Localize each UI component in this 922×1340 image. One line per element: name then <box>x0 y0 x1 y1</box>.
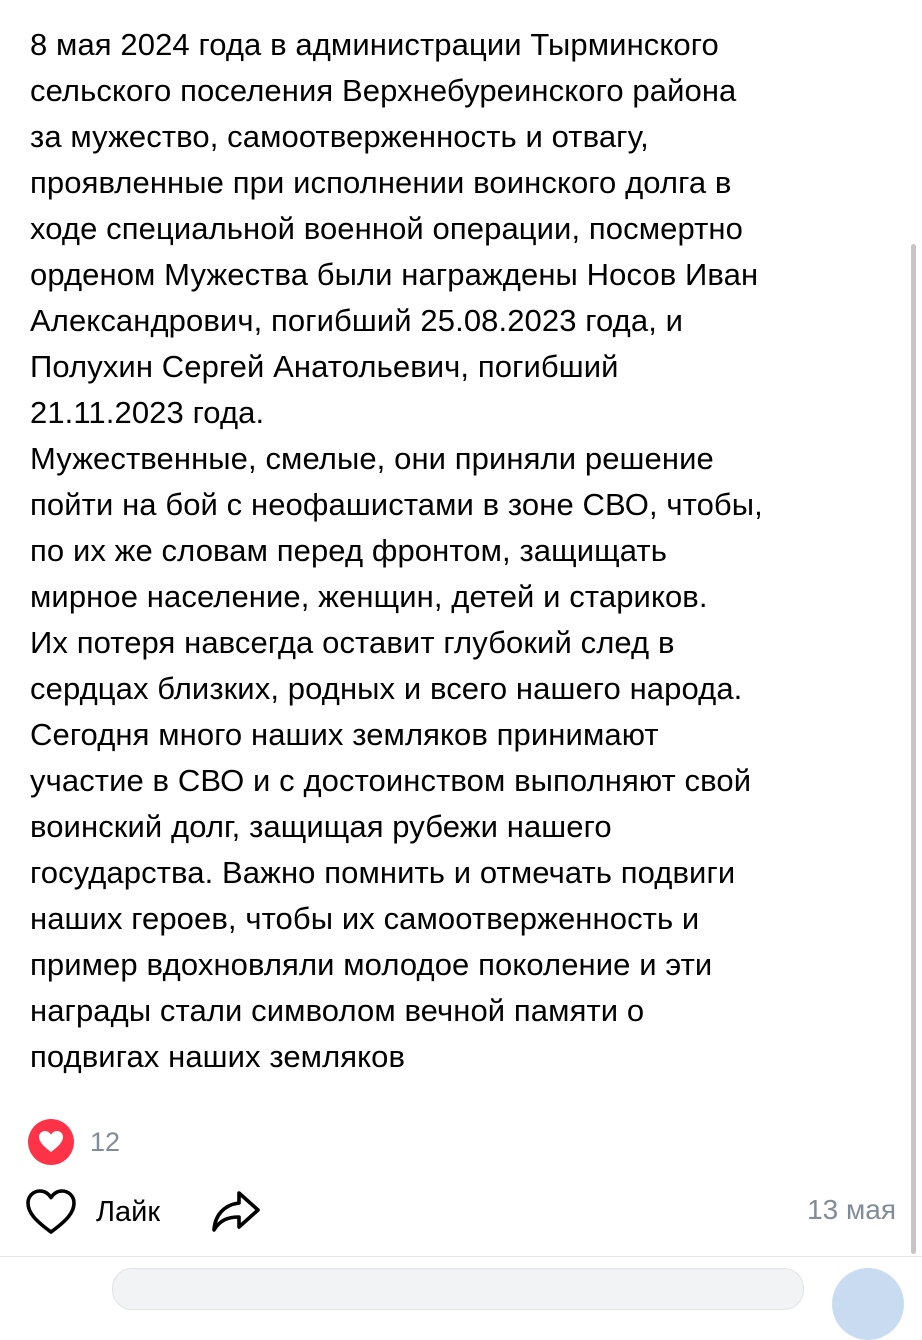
text-line: за мужество, самоотверженность и отвагу, <box>30 119 649 154</box>
like-button[interactable] <box>24 1184 160 1240</box>
comment-input[interactable] <box>112 1268 804 1310</box>
text-line: по их же словам перед фронтом, защищать <box>30 533 667 568</box>
text-line: подвигах наших земляков <box>30 1039 406 1074</box>
text-line: мирное население, женщин, детей и стариков. <box>30 579 708 614</box>
share-button[interactable] <box>210 1186 262 1238</box>
post-paragraph <box>30 22 910 436</box>
text-line: Мужественные, смелые, они приняли решение <box>30 441 714 476</box>
text-line: награды стали символом вечной памяти о <box>30 993 645 1028</box>
post-paragraph <box>30 436 910 1080</box>
share-arrow-icon <box>210 1189 262 1235</box>
text-line: Полухин Сергей Анатольевич, погибший <box>30 349 619 384</box>
heart-icon <box>28 1119 74 1165</box>
text-line: наших героев, чтобы их самоотверженность и <box>30 901 700 936</box>
reactions-summary[interactable] <box>28 1118 120 1166</box>
text-line: Александрович, погибший 25.08.2023 года, и <box>30 303 684 338</box>
divider <box>0 1256 922 1257</box>
text-line: сердцах близких, родных и всего нашего народа. <box>30 671 743 706</box>
reaction-count: 12 <box>90 1126 121 1157</box>
text-line: орденом Мужества были награждены Носов Иван <box>30 257 759 292</box>
text-line: ходе специальной военной операции, посмертно <box>30 211 743 246</box>
text-line: Сегодня много наших земляков принимают <box>30 717 659 752</box>
text-line: участие в СВО и с достоинством выполняют свой <box>30 763 752 798</box>
text-line: сельского поселения Верхнебуреинского района <box>30 73 737 108</box>
scrollbar[interactable] <box>911 244 916 1254</box>
heart-outline-icon <box>24 1187 78 1237</box>
text-line: 21.11.2023 года. <box>30 395 265 430</box>
text-line: воинский долг, защищая рубежи нашего <box>30 809 612 844</box>
send-button[interactable] <box>832 1268 904 1340</box>
post-action-bar <box>24 1184 896 1240</box>
text-line: Их потеря навсегда оставит глубокий след в <box>30 625 675 660</box>
text-line: пример вдохновляли молодое поколение и эти <box>30 947 713 982</box>
text-line: 8 мая 2024 года в администрации Тырминского <box>30 27 719 62</box>
like-label: Лайк <box>96 1195 161 1228</box>
text-line: пойти на бой с неофашистами в зоне СВО, чтобы, <box>30 487 763 522</box>
text-line: государства. Важно помнить и отмечать подвиги <box>30 855 736 890</box>
text-line: проявленные при исполнении воинского долга в <box>30 165 732 200</box>
post-date: 13 мая <box>807 1194 896 1225</box>
post-text <box>30 22 910 1080</box>
